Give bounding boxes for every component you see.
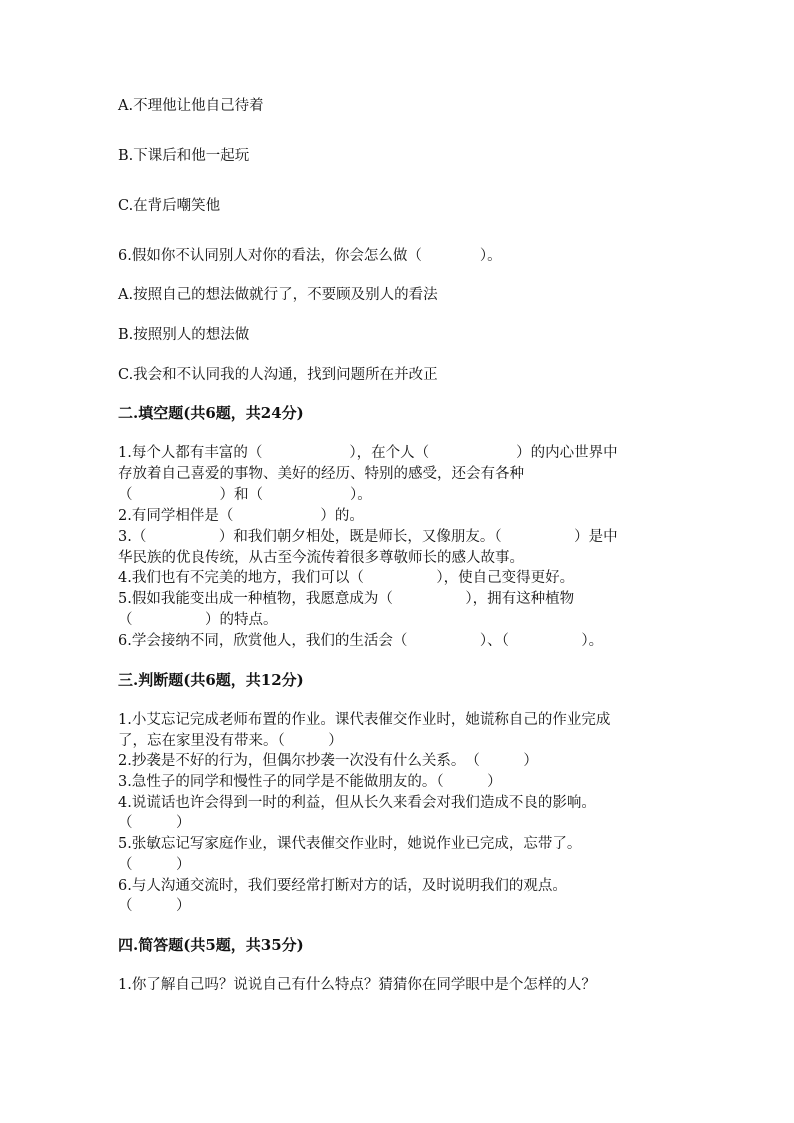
- q6-option-b: B.按照别人的想法做: [118, 327, 250, 343]
- q6-option-c: C.我会和不认同我的人沟通，找到问题所在并改正: [118, 367, 438, 383]
- section2-line: 5.假如我能变出成一种植物，我愿意成为（ ），拥有这种植物: [118, 591, 575, 607]
- section2-heading: 二.填空题(共6题，共24分): [118, 404, 304, 422]
- section2-line: （ ）和（ ）。: [118, 487, 372, 503]
- section3-line: 5.张敏忘记写家庭作业，课代表催交作业时，她说作业已完成，忘带了。: [118, 836, 582, 852]
- section4-heading: 四.简答题(共5题，共35分): [118, 936, 304, 954]
- q5-option-a: A.不理他让他自己待着: [118, 98, 264, 114]
- section2-line: 2.有同学相伴是（ ）的。: [118, 508, 364, 524]
- section2-line: 3.（ ）和我们朝夕相处，既是师长，又像朋友。（ ）是中: [118, 529, 618, 545]
- q6-question: 6.假如你不认同别人对你的看法，你会怎么做（ ）。: [118, 248, 502, 264]
- section3-line: （ ）: [118, 815, 191, 831]
- section2-line: 1.每个人都有丰富的（ ），在个人（ ）的内心世界中: [118, 445, 618, 461]
- q5-option-b: B.下课后和他一起玩: [118, 148, 250, 164]
- q6-option-a: A.按照自己的想法做就行了，不要顾及别人的看法: [118, 287, 438, 303]
- section2-line: 存放着自己喜爱的事物、美好的经历、特别的感受，还会有各种: [118, 466, 524, 482]
- section3-line: （ ）: [118, 857, 191, 873]
- section2-line: 华民族的优良传统，从古至今流传着很多尊敬师长的感人故事。: [118, 550, 524, 566]
- section3-line: 4.说谎话也许会得到一时的利益，但从长久来看会对我们造成不良的影响。: [118, 795, 596, 811]
- section3-line: 1.小艾忘记完成老师布置的作业。课代表催交作业时，她谎称自己的作业完成: [118, 712, 611, 728]
- q5-option-c: C.在背后嘲笑他: [118, 198, 221, 214]
- section2-line: （ ）的特点。: [118, 612, 278, 628]
- section4-line: 1.你了解自己吗？说说自己有什么特点？猜猜你在同学眼中是个怎样的人？: [118, 977, 596, 993]
- section3-line: 6.与人沟通交流时，我们要经常打断对方的话，及时说明我们的观点。: [118, 878, 567, 894]
- section3-line: 了，忘在家里没有带来。（ ）: [118, 733, 343, 749]
- section3-heading: 三.判断题(共6题，共12分): [118, 671, 304, 689]
- section3-line: 2.抄袭是不好的行为，但偶尔抄袭一次没有什么关系。 （ ）: [118, 753, 538, 769]
- section2-line: 6.学会接纳不同，欣赏他人，我们的生活会（ ）、（ ）。: [118, 633, 604, 649]
- section2-line: 4.我们也有不完美的地方，我们可以（ ），使自己变得更好。: [118, 570, 575, 586]
- section3-line: 3.急性子的同学和慢性子的同学是不能做朋友的。（ ）: [118, 774, 502, 790]
- section3-line: （ ）: [118, 898, 191, 914]
